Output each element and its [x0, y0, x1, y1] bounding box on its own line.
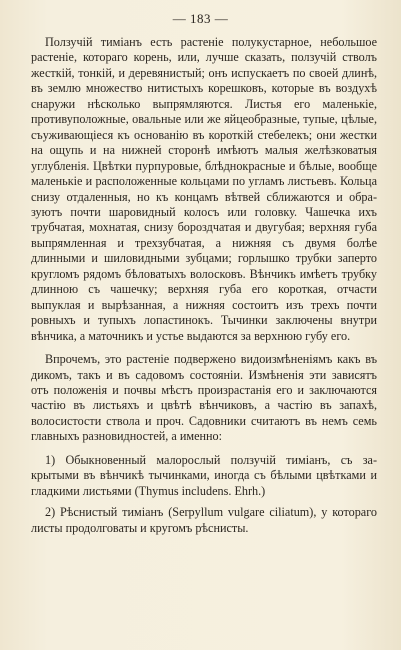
paragraph-gap	[31, 445, 377, 453]
paragraph-gap	[31, 344, 377, 352]
body-text	[31, 35, 377, 536]
paragraph-description: Ползучій тиміанъ есть растеніе полукустарное, небольшое растеніе, котораго корень, или, лучше сказать, ползучій стволъ жесткій, тонкій, и деревянистый; онъ испускаетъ по своей длинѣ, въ землю множество нитистыхъ корешковъ, которые въ воздухѣ снаружи нѣсколько выпрямляются. Листья его маленькіе, противуположные, овальные или же яйцеобразные, тупые, цѣлые, съуживающіеся къ основанію въ короткій стебелекъ; они жестки на ощупь и на нижней сторонѣ имѣютъ малыя желѣзковатыя углубленія. Цвѣтки пурпуровые, блѣднокрасные и бѣлые, вообще маленькіе и расположенные кольцами по угламъ листьевъ. Кольца снизу отдаленныя, но къ концамъ вѣтвей сближаются и образуютъ почти шаровидный колосъ или головку. Чашечка ихъ трубчатая, мохнатая, снизу бороздчатая и двугубая; верхняя губа выпрямленная и трехзубчатая, а нижняя съ двумя болѣе длинными и шиловидными зубцами; горлышко трубки заперто кругломъ рядомъ бѣловатыхъ волосковъ. Вѣнчикъ имѣетъ трубку длинною съ чашечку; верхняя губа его короткая, отчасти выпуклая и вырѣзанная, а нижняя состоитъ изъ трехъ почти ровныхъ и тупыхъ лопастинокъ. Тычинки заключены внутри вѣнчика, а маточникъ и устье выдаются за верхнюю губу его.	[31, 35, 377, 343]
paragraph-variations: Впрочемъ, это растеніе подвержено видоизмѣненіямъ какъ въ дикомъ, такъ и въ садовомъ состояніи. Измѣненія эти зависятъ отъ положенія и почвы мѣстъ произрастанія его и заключаются частію въ листьяхъ и цвѣтѣ вѣнчиковъ, а частію въ запахѣ, волосистости ствола и проч. Садовники считаютъ въ немъ семь главныхъ разновидностей, а именно:	[31, 352, 377, 444]
list-item-variety-2: 2) Рѣснистый тиміанъ (Serpyllum vulgare ciliatum), у котораго листы продолговаты и кругомъ рѣснисты.	[31, 505, 377, 535]
page-number: — 183 —	[172, 11, 229, 26]
list-item-variety-1: 1) Обыкновенный малорослый ползучій тиміанъ, съ закрытыми въ вѣнчикѣ тычинками, иногда съ бѣлыми цвѣтками и гладкими листьями (Thymus includens. Ehrh.)	[31, 452, 377, 498]
